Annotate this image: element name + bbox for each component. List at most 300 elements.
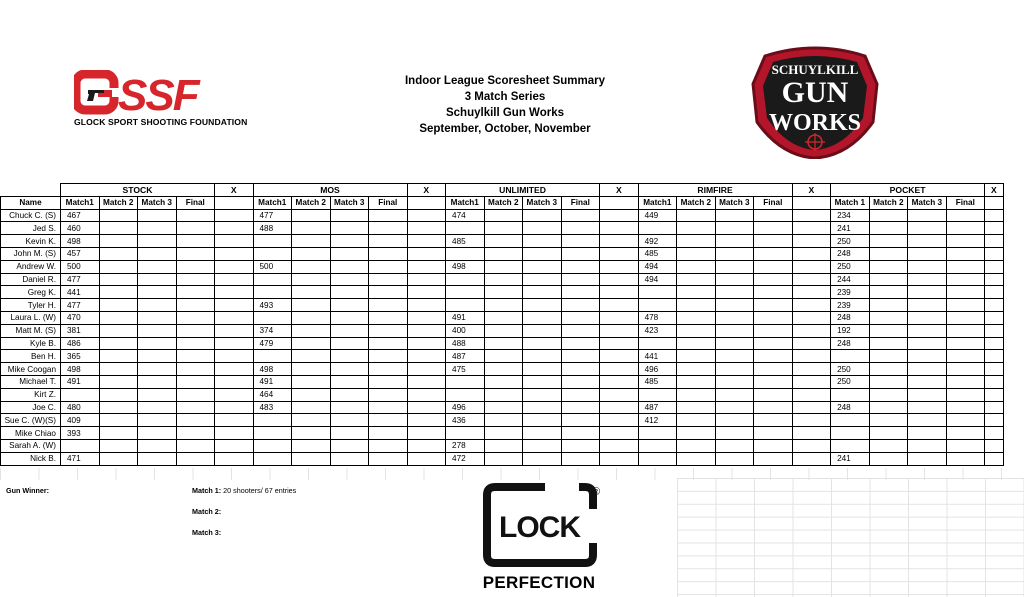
mos-cell [330, 388, 369, 401]
x-cell [792, 273, 831, 286]
x-cell [985, 299, 1004, 312]
stock-match1-score: 365 [61, 350, 100, 363]
x-subheader-cell [600, 196, 639, 209]
mos-cell [369, 209, 408, 222]
x-cell [985, 247, 1004, 260]
stock-cell [99, 363, 138, 376]
rimfire-cell [715, 209, 754, 222]
table-row [1, 337, 1004, 350]
mos-cell [292, 388, 331, 401]
x-cell [407, 260, 446, 273]
unlimited-match1-score [446, 299, 485, 312]
pocket-cell [946, 452, 985, 465]
rimfire-match1-score [638, 337, 677, 350]
rimfire-subheader-3: Match 3 [715, 196, 754, 209]
rimfire-cell [754, 222, 793, 235]
unlimited-cell [561, 299, 600, 312]
category-stock: STOCK [61, 184, 215, 197]
mos-match1-score: 374 [253, 324, 292, 337]
mos-match1-score: 491 [253, 375, 292, 388]
pocket-cell [869, 363, 908, 376]
unlimited-match1-score: 474 [446, 209, 485, 222]
x-column-rimfire: X [792, 184, 831, 197]
unlimited-cell [484, 286, 523, 299]
x-cell [985, 273, 1004, 286]
mos-match1-score: 500 [253, 260, 292, 273]
unlimited-subheader-4: Final [561, 196, 600, 209]
mos-cell [330, 452, 369, 465]
x-cell [985, 324, 1004, 337]
x-cell [985, 286, 1004, 299]
x-cell [792, 439, 831, 452]
mos-match1-score: 477 [253, 209, 292, 222]
rimfire-cell [677, 452, 716, 465]
rimfire-cell [677, 311, 716, 324]
unlimited-match1-score: 400 [446, 324, 485, 337]
stock-match1-score: 500 [61, 260, 100, 273]
x-cell [792, 209, 831, 222]
sgw-mid-text: GUN [781, 76, 849, 109]
unlimited-subheader-3: Match 3 [523, 196, 562, 209]
mos-cell [292, 311, 331, 324]
pocket-cell [946, 439, 985, 452]
x-subheader-cell [215, 196, 254, 209]
x-cell [985, 209, 1004, 222]
rimfire-match1-score: 494 [638, 260, 677, 273]
mos-cell [330, 324, 369, 337]
rimfire-cell [754, 439, 793, 452]
x-cell [600, 414, 639, 427]
unlimited-cell [523, 363, 562, 376]
pocket-cell [869, 452, 908, 465]
mos-cell [292, 222, 331, 235]
table-row [1, 452, 1004, 465]
x-cell [600, 311, 639, 324]
rimfire-cell [754, 452, 793, 465]
unlimited-cell [523, 235, 562, 248]
pocket-cell [869, 222, 908, 235]
unlimited-cell [484, 235, 523, 248]
pocket-cell [946, 260, 985, 273]
rimfire-cell [754, 299, 793, 312]
table-row [1, 363, 1004, 376]
mos-match1-score: 493 [253, 299, 292, 312]
stock-cell [138, 388, 177, 401]
x-cell [985, 337, 1004, 350]
x-cell [792, 235, 831, 248]
pocket-cell [869, 247, 908, 260]
unlimited-cell [561, 439, 600, 452]
unlimited-cell [523, 247, 562, 260]
rimfire-cell [754, 247, 793, 260]
x-cell [792, 222, 831, 235]
stock-cell [99, 299, 138, 312]
rimfire-cell [677, 375, 716, 388]
rimfire-cell [715, 350, 754, 363]
rimfire-cell [754, 375, 793, 388]
pocket-match1-score: 248 [831, 337, 870, 350]
stock-match1-score: 491 [61, 375, 100, 388]
rimfire-cell [677, 337, 716, 350]
x-column-mos: X [407, 184, 446, 197]
stock-match1-score: 441 [61, 286, 100, 299]
rimfire-cell [677, 235, 716, 248]
mos-cell [292, 414, 331, 427]
rimfire-cell [677, 427, 716, 440]
pocket-match1-score: 250 [831, 363, 870, 376]
unlimited-cell [523, 388, 562, 401]
mos-cell [330, 375, 369, 388]
stock-cell [99, 311, 138, 324]
title-line-3: Schuylkill Gun Works [445, 107, 564, 119]
pocket-match1-score: 241 [831, 452, 870, 465]
unlimited-cell [523, 209, 562, 222]
x-cell [792, 286, 831, 299]
rimfire-cell [754, 363, 793, 376]
stock-cell [99, 337, 138, 350]
unlimited-cell [561, 427, 600, 440]
unlimited-cell [523, 414, 562, 427]
shooter-name: Michael T. [1, 375, 61, 388]
unlimited-match1-score [446, 427, 485, 440]
unlimited-match1-score: 488 [446, 337, 485, 350]
x-cell [407, 414, 446, 427]
pocket-cell [946, 363, 985, 376]
mos-cell [369, 363, 408, 376]
mos-cell [292, 299, 331, 312]
unlimited-cell [523, 427, 562, 440]
stock-cell [176, 452, 215, 465]
pocket-cell [908, 414, 947, 427]
stock-match1-score: 480 [61, 401, 100, 414]
x-cell [985, 260, 1004, 273]
pocket-match1-score [831, 414, 870, 427]
shooter-name: Kevin K. [1, 235, 61, 248]
svg-text:LOCK: LOCK [499, 511, 580, 544]
stock-cell [99, 273, 138, 286]
pocket-cell [869, 439, 908, 452]
table-row [1, 311, 1004, 324]
stock-match1-score: 477 [61, 273, 100, 286]
x-cell [215, 273, 254, 286]
stock-cell [138, 209, 177, 222]
stock-cell [138, 350, 177, 363]
stock-cell [99, 439, 138, 452]
x-subheader-cell [985, 196, 1004, 209]
pocket-cell [908, 222, 947, 235]
mos-cell [369, 452, 408, 465]
stock-cell [176, 247, 215, 260]
rimfire-cell [677, 350, 716, 363]
rimfire-cell [715, 439, 754, 452]
unlimited-cell [523, 439, 562, 452]
match2-label: Match 2: [192, 507, 222, 516]
stock-cell [176, 439, 215, 452]
pocket-cell [908, 311, 947, 324]
unlimited-cell [561, 235, 600, 248]
mos-subheader-2: Match 2 [292, 196, 331, 209]
unlimited-match1-score: 472 [446, 452, 485, 465]
gssf-subtitle: GLOCK SPORT SHOOTING FOUNDATION [74, 117, 248, 127]
unlimited-cell [561, 375, 600, 388]
rimfire-cell [715, 286, 754, 299]
title-block [380, 73, 630, 137]
mos-cell [330, 299, 369, 312]
registered-mark: ® [592, 486, 601, 498]
rimfire-cell [715, 337, 754, 350]
x-cell [215, 324, 254, 337]
x-cell [600, 235, 639, 248]
rimfire-match1-score: 485 [638, 247, 677, 260]
match1-label: Match 1: [192, 486, 222, 495]
mos-cell [369, 401, 408, 414]
pocket-cell [908, 439, 947, 452]
shooter-name: Laura L. (W) [1, 311, 61, 324]
pocket-cell [946, 273, 985, 286]
sgw-bot-text: WORKS [768, 110, 862, 136]
rimfire-cell [715, 235, 754, 248]
pocket-cell [908, 260, 947, 273]
unlimited-cell [561, 452, 600, 465]
unlimited-cell [561, 273, 600, 286]
pocket-cell [946, 375, 985, 388]
rimfire-match1-score [638, 388, 677, 401]
x-cell [985, 388, 1004, 401]
rimfire-cell [677, 401, 716, 414]
rimfire-match1-score [638, 439, 677, 452]
table-row [1, 401, 1004, 414]
pocket-cell [869, 235, 908, 248]
pocket-cell [946, 222, 985, 235]
unlimited-cell [523, 286, 562, 299]
stock-cell [176, 209, 215, 222]
category-pocket: POCKET [831, 184, 985, 197]
stock-cell [138, 414, 177, 427]
x-cell [792, 375, 831, 388]
pocket-cell [908, 388, 947, 401]
shooter-name: Kirt Z. [1, 388, 61, 401]
category-unlimited: UNLIMITED [446, 184, 600, 197]
mos-match1-score [253, 439, 292, 452]
title-line-2: 3 Match Series [464, 91, 546, 103]
pocket-cell [908, 273, 947, 286]
pocket-match1-score: 248 [831, 401, 870, 414]
stock-cell [176, 311, 215, 324]
rimfire-cell [754, 427, 793, 440]
pocket-match1-score: 244 [831, 273, 870, 286]
stock-match1-score: 486 [61, 337, 100, 350]
x-cell [600, 427, 639, 440]
x-cell [600, 324, 639, 337]
mos-cell [292, 286, 331, 299]
pocket-match1-score: 248 [831, 247, 870, 260]
mos-cell [292, 337, 331, 350]
x-cell [407, 247, 446, 260]
pocket-cell [908, 375, 947, 388]
stock-cell [176, 388, 215, 401]
unlimited-cell [523, 337, 562, 350]
shooter-name: Greg K. [1, 286, 61, 299]
x-cell [215, 311, 254, 324]
stock-cell [176, 337, 215, 350]
unlimited-cell [523, 324, 562, 337]
sub-header-row [1, 196, 1004, 209]
mos-match1-score [253, 286, 292, 299]
pocket-cell [946, 286, 985, 299]
stock-cell [176, 299, 215, 312]
rimfire-match1-score: 494 [638, 273, 677, 286]
x-cell [215, 439, 254, 452]
rimfire-match1-score [638, 286, 677, 299]
mos-cell [369, 247, 408, 260]
unlimited-cell [484, 452, 523, 465]
table-row [1, 273, 1004, 286]
x-cell [792, 414, 831, 427]
x-subheader-cell [407, 196, 446, 209]
mos-cell [330, 401, 369, 414]
x-cell [985, 427, 1004, 440]
mos-cell [369, 311, 408, 324]
mos-cell [330, 439, 369, 452]
table-row [1, 209, 1004, 222]
pocket-cell [908, 324, 947, 337]
rimfire-match1-score [638, 452, 677, 465]
unlimited-match1-score [446, 375, 485, 388]
x-cell [985, 222, 1004, 235]
x-cell [600, 222, 639, 235]
mos-match1-score: 483 [253, 401, 292, 414]
pocket-cell [908, 209, 947, 222]
stock-cell [138, 401, 177, 414]
x-cell [985, 401, 1004, 414]
rimfire-cell [677, 414, 716, 427]
x-cell [792, 350, 831, 363]
category-header-row [1, 184, 1004, 197]
mos-cell [369, 350, 408, 363]
table-row [1, 286, 1004, 299]
stock-cell [99, 452, 138, 465]
x-cell [600, 286, 639, 299]
stock-cell [176, 375, 215, 388]
unlimited-cell [484, 222, 523, 235]
x-cell [792, 247, 831, 260]
stock-match1-score: 381 [61, 324, 100, 337]
x-cell [985, 311, 1004, 324]
pocket-cell [869, 286, 908, 299]
x-cell [792, 427, 831, 440]
pocket-cell [908, 401, 947, 414]
table-row [1, 235, 1004, 248]
pocket-cell [869, 350, 908, 363]
x-subheader-cell [792, 196, 831, 209]
pocket-match1-score: 234 [831, 209, 870, 222]
rimfire-cell [677, 260, 716, 273]
pocket-match1-score: 239 [831, 286, 870, 299]
rimfire-cell [715, 324, 754, 337]
stock-match1-score [61, 388, 100, 401]
stock-cell [99, 401, 138, 414]
pocket-match1-score [831, 439, 870, 452]
mos-cell [369, 375, 408, 388]
x-cell [215, 452, 254, 465]
mos-cell [292, 452, 331, 465]
shooter-name: Sarah A. (W) [1, 439, 61, 452]
x-cell [792, 452, 831, 465]
schuylkill-gun-works-logo [745, 44, 885, 159]
unlimited-cell [484, 439, 523, 452]
x-cell [792, 388, 831, 401]
shooter-name: Ben H. [1, 350, 61, 363]
pocket-match1-score: 192 [831, 324, 870, 337]
unlimited-match1-score: 487 [446, 350, 485, 363]
stock-cell [99, 350, 138, 363]
stock-cell [99, 414, 138, 427]
unlimited-cell [561, 260, 600, 273]
unlimited-cell [561, 414, 600, 427]
x-cell [985, 439, 1004, 452]
x-cell [792, 311, 831, 324]
x-cell [792, 363, 831, 376]
pocket-cell [869, 414, 908, 427]
stock-cell [138, 311, 177, 324]
stock-cell [176, 260, 215, 273]
x-cell [407, 388, 446, 401]
rimfire-match1-score: 449 [638, 209, 677, 222]
stock-cell [176, 414, 215, 427]
rimfire-cell [677, 299, 716, 312]
pocket-cell [946, 247, 985, 260]
rimfire-cell [715, 427, 754, 440]
title-line-4: September, October, November [419, 123, 591, 135]
x-cell [407, 350, 446, 363]
unlimited-match1-score: 496 [446, 401, 485, 414]
stock-match1-score: 498 [61, 363, 100, 376]
stock-cell [99, 427, 138, 440]
unlimited-cell [484, 337, 523, 350]
rimfire-match1-score: 487 [638, 401, 677, 414]
x-cell [600, 350, 639, 363]
unlimited-cell [561, 401, 600, 414]
unlimited-cell [484, 209, 523, 222]
mos-match1-score [253, 350, 292, 363]
stock-match1-score: 460 [61, 222, 100, 235]
x-cell [215, 363, 254, 376]
mos-cell [369, 337, 408, 350]
rimfire-cell [677, 273, 716, 286]
x-cell [407, 427, 446, 440]
stock-cell [138, 324, 177, 337]
x-cell [600, 439, 639, 452]
x-cell [215, 375, 254, 388]
x-cell [985, 414, 1004, 427]
shooter-name: Daniel R. [1, 273, 61, 286]
rimfire-cell [754, 388, 793, 401]
unlimited-match1-score: 498 [446, 260, 485, 273]
stock-cell [138, 286, 177, 299]
rimfire-cell [715, 452, 754, 465]
pocket-cell [869, 260, 908, 273]
gun-winner-label: Gun Winner: [6, 486, 50, 495]
rimfire-cell [677, 247, 716, 260]
unlimited-cell [561, 222, 600, 235]
rimfire-cell [677, 439, 716, 452]
x-cell [985, 375, 1004, 388]
x-cell [600, 452, 639, 465]
pocket-cell [908, 363, 947, 376]
table-row [1, 222, 1004, 235]
x-cell [215, 337, 254, 350]
unlimited-match1-score: 475 [446, 363, 485, 376]
